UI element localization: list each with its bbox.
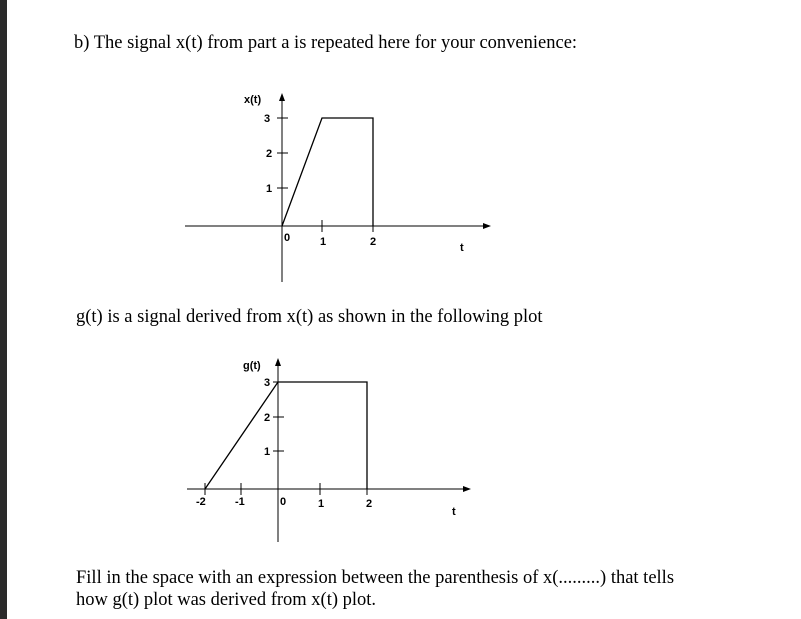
plot-x [185, 94, 487, 282]
g-plot-ytick-3: 3 [264, 377, 271, 389]
g-plot-xtick-2: 2 [366, 498, 373, 510]
g-plot-ytick-2: 2 [264, 412, 271, 424]
derivation-note: g(t) is a signal derived from x(t) as shown in the following plot [76, 307, 543, 327]
g-plot-xtick-1: 1 [318, 498, 325, 510]
x-plot-xtick-0: 0 [284, 232, 291, 244]
question-line-1: Fill in the space with an expression between the parenthesis of x(.........) that tells [76, 568, 675, 588]
x-plot-ytick-1: 1 [266, 183, 273, 195]
x-signal-line [282, 118, 373, 226]
x-plot-xtick-1: 1 [320, 236, 327, 248]
x-plot-xlabel: t [460, 242, 464, 254]
x-plot-ylabel: x(t) [244, 94, 262, 106]
question-line-2: how g(t) plot was derived from x(t) plot. [76, 590, 377, 610]
g-plot-xtick--2: -2 [196, 496, 206, 508]
part-b-intro: b) The signal x(t) from part a is repeated here for your convenience: [74, 33, 578, 53]
x-plot-ytick-2: 2 [266, 148, 273, 160]
x-plot-ytick-3: 3 [264, 113, 271, 125]
g-plot-ytick-1: 1 [264, 446, 271, 458]
g-plot-ylabel: g(t) [243, 360, 261, 372]
g-plot-xtick--1: -1 [235, 496, 245, 508]
x-plot-xtick-2: 2 [370, 236, 377, 248]
g-plot-xlabel: t [452, 506, 456, 518]
g-signal-line [205, 382, 367, 489]
plot-g [187, 360, 467, 542]
g-plot-xtick-0: 0 [280, 496, 287, 508]
